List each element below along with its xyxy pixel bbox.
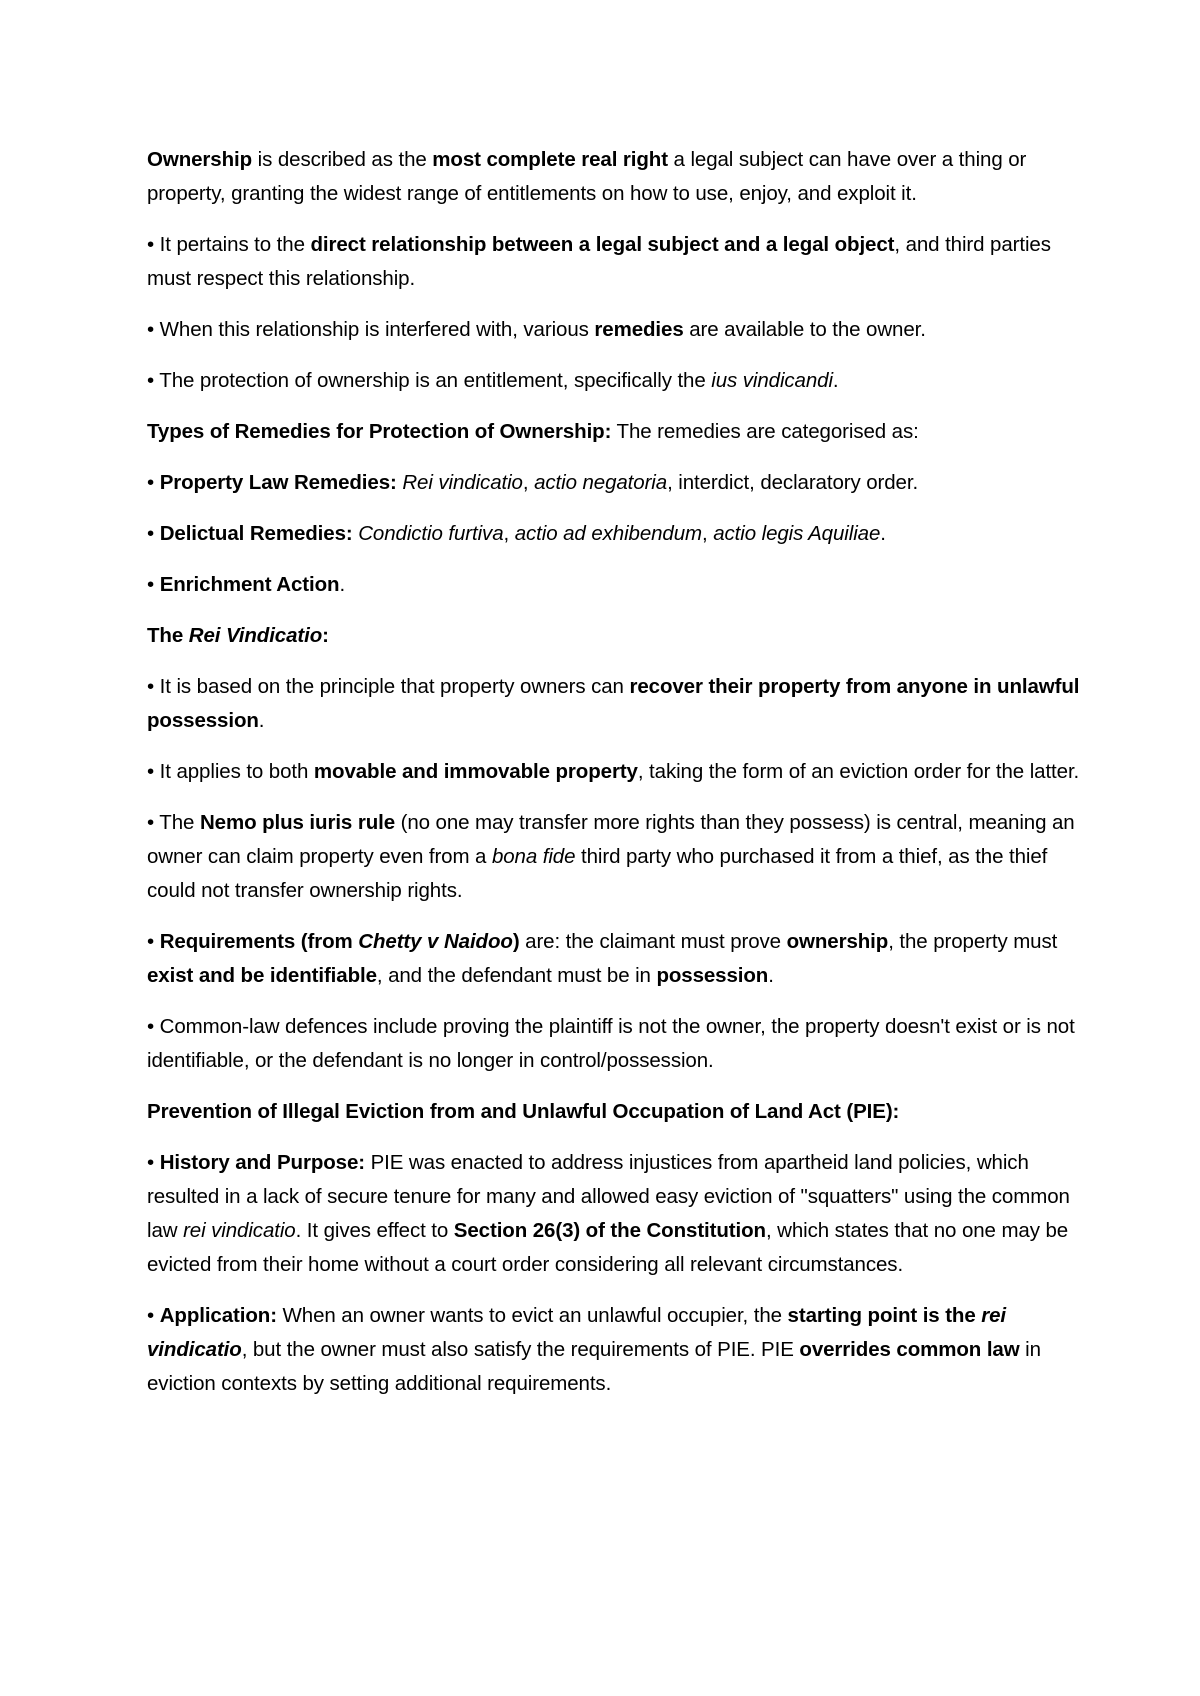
text-run: , bbox=[522, 471, 535, 494]
bold-text: exist and be identifiable bbox=[147, 964, 377, 987]
bold-text: direct relationship between a legal subject and a legal object bbox=[310, 233, 895, 256]
bold-text: Types of Remedies for Protection of Ownership: bbox=[147, 420, 612, 443]
text-run: PIE was enacted to address injustices from apartheid land policies, which resulted in a lack of secure tenure for many and allowed easy eviction of "squatters" using the common law bbox=[147, 1151, 1070, 1242]
bold-text: ) bbox=[512, 930, 520, 953]
bold-text: Ownership bbox=[147, 148, 253, 171]
italic-text: Rei vindicatio bbox=[402, 471, 523, 494]
bold-text: Section 26(3) of the Constitution bbox=[453, 1219, 766, 1242]
text-run: • bbox=[147, 573, 160, 596]
text-run: • bbox=[147, 471, 160, 494]
text-run: • It is based on the principle that property owners can bbox=[147, 675, 630, 698]
text-run: in eviction contexts by setting additional requirements. bbox=[147, 1338, 1041, 1395]
bold-text: remedies bbox=[594, 318, 684, 341]
bullet-direct-relationship bbox=[147, 228, 1082, 296]
text-run: When an owner wants to evict an unlawful occupier, the bbox=[276, 1304, 788, 1327]
bullet-nemo-plus-iuris bbox=[147, 806, 1082, 908]
document-body bbox=[147, 143, 1082, 1418]
bold-text: ownership bbox=[786, 930, 889, 953]
italic-text: bona fide bbox=[491, 845, 576, 868]
bold-text: Prevention of Illegal Eviction from and Unlawful Occupation of Land Act (PIE): bbox=[147, 1100, 900, 1123]
rei-vindicatio-heading bbox=[147, 619, 1082, 653]
italic-text: actio legis Aquiliae bbox=[713, 522, 881, 545]
text-run: • bbox=[147, 522, 160, 545]
emphasis bbox=[189, 624, 322, 647]
text-run: • When this relationship is interfered with, various bbox=[147, 318, 595, 341]
text-run: • It pertains to the bbox=[147, 233, 311, 256]
text-run: , taking the form of an eviction order for the latter. bbox=[637, 760, 1080, 783]
text-run: . bbox=[832, 369, 839, 392]
bullet-enrichment-action bbox=[147, 568, 1082, 602]
text-run: , and the defendant must be in bbox=[376, 964, 657, 987]
bold-text: Property Law Remedies: bbox=[159, 471, 397, 494]
text-run: The remedies are categorised as: bbox=[611, 420, 919, 443]
emphasis bbox=[358, 930, 513, 953]
bold-text: : bbox=[322, 624, 329, 647]
text-run: is described as the bbox=[252, 148, 433, 171]
text-run: , bbox=[702, 522, 714, 545]
bold-text: Delictual Remedies: bbox=[159, 522, 353, 545]
bold-text: overrides common law bbox=[799, 1338, 1020, 1361]
text-run: third party who purchased it from a thief, as the thief could not transfer ownership rights. bbox=[147, 845, 1048, 902]
text-run: • The bbox=[147, 811, 200, 834]
bullet-property-law-remedies bbox=[147, 466, 1082, 500]
text-run: . It gives effect to bbox=[295, 1219, 454, 1242]
bold-text: most complete real right bbox=[432, 148, 668, 171]
bold-text: Nemo plus iuris rule bbox=[199, 811, 396, 834]
bullet-movable-immovable bbox=[147, 755, 1082, 789]
text-run: . bbox=[339, 573, 346, 596]
text-run: , and third parties must respect this relationship. bbox=[147, 233, 1051, 290]
bullet-delictual-remedies bbox=[147, 517, 1082, 551]
bold-text: Enrichment Action bbox=[159, 573, 340, 596]
bold-text: movable and immovable property bbox=[313, 760, 638, 783]
pie-heading bbox=[147, 1095, 1082, 1129]
bullet-history-purpose bbox=[147, 1146, 1082, 1282]
types-of-remedies-heading bbox=[147, 415, 1082, 449]
bullet-application bbox=[147, 1299, 1082, 1401]
bullet-ius-vindicandi bbox=[147, 364, 1082, 398]
text-run: • bbox=[147, 930, 160, 953]
text-run: are available to the owner. bbox=[683, 318, 926, 341]
text-run: (no one may transfer more rights than they possess) is central, meaning an owner can claim property even from a bbox=[147, 811, 1075, 868]
text-run: , but the owner must also satisfy the requirements of PIE. PIE bbox=[241, 1338, 800, 1361]
bullet-remedies-available bbox=[147, 313, 1082, 347]
text-run: . bbox=[768, 964, 774, 987]
text-run: • The protection of ownership is an entitlement, specifically the bbox=[147, 369, 712, 392]
text-run: • Common-law defences include proving the plaintiff is not the owner, the property doesn't exist or is not identifiable, or the defendant is no longer in control/possession. bbox=[147, 1015, 1075, 1072]
text-run: are: the claimant must prove bbox=[519, 930, 787, 953]
text-run: • bbox=[147, 1151, 160, 1174]
bold-italic-text: Chetty v Naidoo bbox=[358, 930, 513, 953]
italic-text: actio ad exhibendum bbox=[514, 522, 703, 545]
text-run: , bbox=[503, 522, 515, 545]
italic-text: actio negatoria bbox=[534, 471, 668, 494]
bold-text: The bbox=[147, 624, 189, 647]
bullet-requirements-chetty bbox=[147, 925, 1082, 993]
bold-text: possession bbox=[656, 964, 769, 987]
bullet-recover-property bbox=[147, 670, 1082, 738]
bold-text: recover their property from anyone in unlawful possession bbox=[147, 675, 1080, 732]
bold-italic-text: Rei Vindicatio bbox=[188, 624, 323, 647]
italic-text: Condictio furtiva bbox=[358, 522, 504, 545]
bold-text: Application: bbox=[159, 1304, 277, 1327]
bold-text: Requirements (from bbox=[159, 930, 359, 953]
bullet-common-law-defences bbox=[147, 1010, 1082, 1078]
ownership-definition bbox=[147, 143, 1082, 211]
text-run: • bbox=[147, 1304, 160, 1327]
text-run: • It applies to both bbox=[147, 760, 314, 783]
text-run: , the property must bbox=[888, 930, 1058, 953]
text-run: , interdict, declaratory order. bbox=[667, 471, 919, 494]
text-run: a legal subject can have over a thing or property, granting the widest range of entitlements on how to use, enjoy, and exploit it. bbox=[147, 148, 1027, 205]
italic-text: ius vindicandi bbox=[711, 369, 833, 392]
text-run: . bbox=[258, 709, 265, 732]
text-run: , which states that no one may be evicted from their home without a court order considering all relevant circumstances. bbox=[147, 1219, 1069, 1276]
bold-text: starting point is the bbox=[787, 1304, 982, 1327]
text-run: . bbox=[880, 522, 886, 545]
bold-text: History and Purpose: bbox=[159, 1151, 365, 1174]
italic-text: rei vindicatio bbox=[183, 1219, 296, 1242]
bold-italic-text: rei vindicatio bbox=[147, 1304, 1007, 1361]
